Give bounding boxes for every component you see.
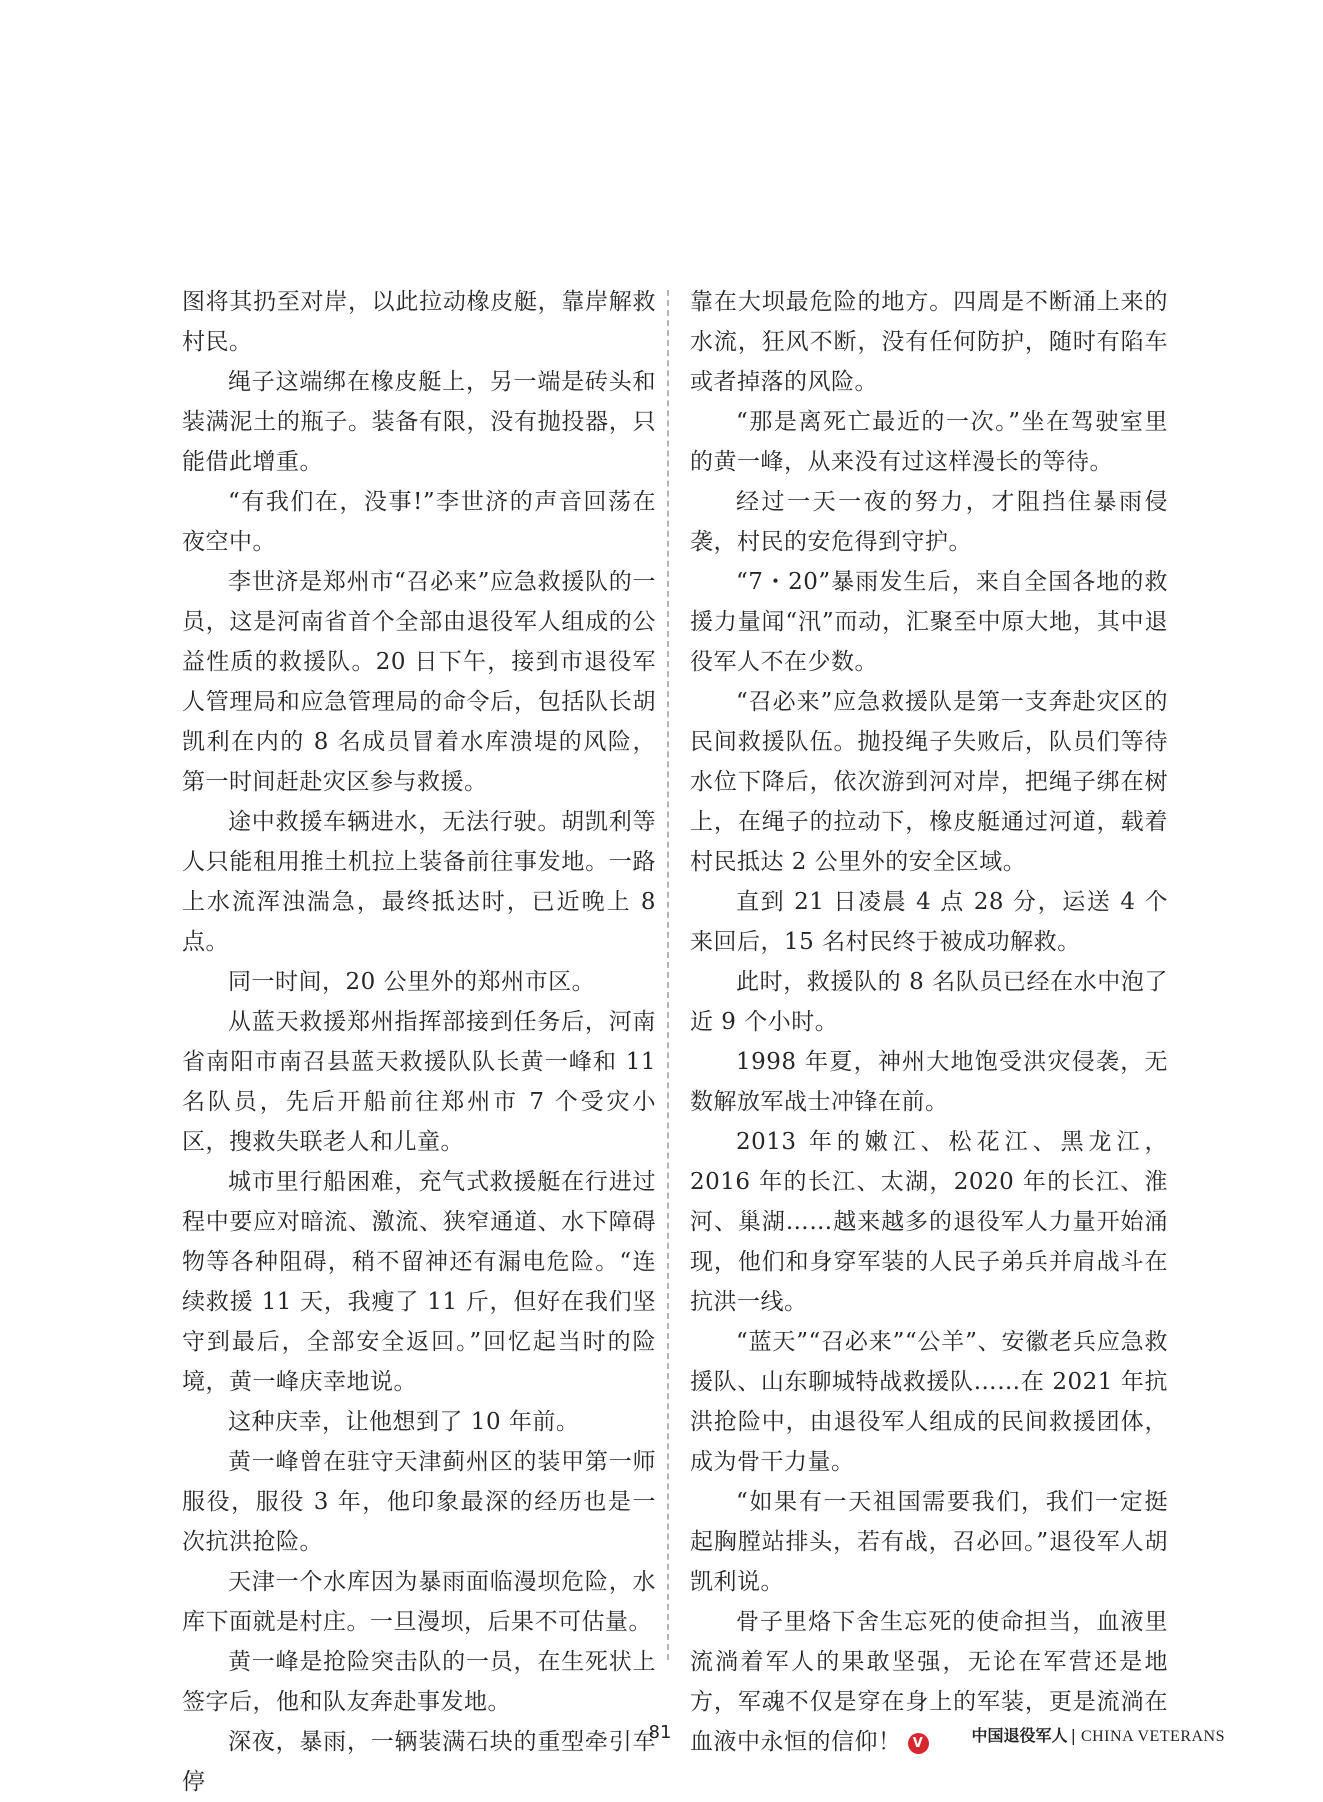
- paragraph-text: 这种庆幸，让他想到了 10 年前。: [228, 1409, 580, 1435]
- article-paragraph: [182, 1162, 656, 1402]
- article-paragraph: [182, 1642, 656, 1722]
- paragraph-text: 黄一峰曾在驻守天津蓟州区的装甲第一师服役，服役 3 年，他印象最深的经历也是一次抗洪抢险。: [182, 1449, 656, 1555]
- left-column: [182, 282, 656, 1802]
- article-paragraph: [690, 962, 1168, 1042]
- article-paragraph: [690, 562, 1168, 682]
- article-paragraph: [182, 1562, 656, 1642]
- end-mark-icon: V: [908, 1733, 929, 1754]
- article-paragraph: [182, 1402, 656, 1442]
- article-paragraph: [182, 282, 656, 362]
- paragraph-text: 城市里行船困难，充气式救援艇在行进过程中要应对暗流、激流、狭窄通道、水下障碍物等各种阻碍，稍不留神还有漏电危险。“连续救援 11 天，我瘦了 11 斤，但好在我们坚守到最后，全部安全返回。”回忆起当时的险境，黄一峰庆幸地说。: [182, 1169, 656, 1395]
- article-paragraph: [690, 1482, 1168, 1602]
- paragraph-text: 图将其扔至对岸，以此拉动橡皮艇，靠岸解救村民。: [182, 289, 656, 355]
- article-paragraph: [690, 1122, 1168, 1322]
- paragraph-text: 李世济是郑州市“召必来”应急救援队的一员，这是河南省首个全部由退役军人组成的公益性质的救援队。20 日下午，接到市退役军人管理局和应急管理局的命令后，包括队长胡凯利在内的 8 名成员冒着水库溃堤的风险，第一时间赶赴灾区参与救援。: [182, 569, 656, 795]
- paragraph-text: “有我们在，没事!”李世济的声音回荡在夜空中。: [182, 489, 656, 555]
- paragraph-text: 深夜，暴雨，一辆装满石块的重型牵引车停: [182, 1729, 656, 1795]
- paragraph-text: “如果有一天祖国需要我们，我们一定挺起胸膛站排头，若有战，召必回。”退役军人胡凯利说。: [690, 1489, 1168, 1595]
- article-paragraph: [690, 1322, 1168, 1482]
- paragraph-text: 靠在大坝最危险的地方。四周是不断涌上来的水流，狂风不断，没有任何防护，随时有陷车或者掉落的风险。: [690, 289, 1168, 395]
- paragraph-text: 经过一天一夜的努力，才阻挡住暴雨侵袭，村民的安危得到守护。: [690, 489, 1168, 555]
- paragraph-text: 直到 21 日凌晨 4 点 28 分，运送 4 个来回后，15 名村民终于被成功解救。: [690, 889, 1168, 955]
- paragraph-text: 1998 年夏，神州大地饱受洪灾侵袭，无数解放军战士冲锋在前。: [690, 1049, 1168, 1115]
- article-paragraph: [690, 682, 1168, 882]
- paragraph-text: 天津一个水库因为暴雨面临漫坝危险，水库下面就是村庄。一旦漫坝，后果不可估量。: [182, 1569, 656, 1635]
- paragraph-text: 2013 年的嫩江、松花江、黑龙江，2016 年的长江、太湖，2020 年的长江、淮河、巢湖……越来越多的退役军人力量开始涌现，他们和身穿军装的人民子弟兵并肩战斗在抗洪一线。: [690, 1129, 1168, 1315]
- paragraph-text: 黄一峰是抢险突击队的一员，在生死状上签字后，他和队友奔赴事发地。: [182, 1649, 656, 1715]
- article-paragraph: [690, 482, 1168, 562]
- paragraph-text: “7・20”暴雨发生后，来自全国各地的救援力量闻“汛”而动，汇聚至中原大地，其中退役军人不在少数。: [690, 569, 1168, 675]
- brand-separator: |: [1070, 1726, 1076, 1745]
- paragraph-text: 绳子这端绑在橡皮艇上，另一端是砖头和装满泥土的瓶子。装备有限，没有抛投器，只能借此增重。: [182, 369, 656, 475]
- article-paragraph: [182, 962, 656, 1002]
- article-paragraph: [182, 1002, 656, 1162]
- article-paragraph: [690, 1042, 1168, 1122]
- column-divider: [667, 290, 669, 1660]
- right-column: [690, 282, 1168, 1762]
- article-paragraph: [690, 882, 1168, 962]
- article-paragraph: [182, 1442, 656, 1562]
- article-paragraph: [182, 562, 656, 802]
- paragraph-text: 同一时间，20 公里外的郑州市区。: [228, 969, 596, 995]
- brand-english: CHINA VETERANS: [1080, 1728, 1225, 1745]
- paragraph-text: “召必来”应急救援队是第一支奔赴灾区的民间救援队伍。抛投绳子失败后，队员们等待水位下降后，依次游到河对岸，把绳子绑在树上，在绳子的拉动下，橡皮艇通过河道，载着村民抵达 2 公里外的安全区域。: [690, 689, 1168, 875]
- article-paragraph: [182, 802, 656, 962]
- article-paragraph: [690, 282, 1168, 402]
- footer-brand: [972, 1723, 1225, 1746]
- article-paragraph: [182, 362, 656, 482]
- paragraph-text: 途中救援车辆进水，无法行驶。胡凯利等人只能租用推土机拉上装备前往事发地。一路上水流浑浊湍急，最终抵达时，已近晚上 8 点。: [182, 809, 656, 955]
- paragraph-text: “蓝天”“召必来”“公羊”、安徽老兵应急救援队、山东聊城特战救援队……在 2021 年抗洪抢险中，由退役军人组成的民间救援团体，成为骨干力量。: [690, 1329, 1168, 1475]
- page-number: 81: [648, 1722, 672, 1743]
- paragraph-text: “那是离死亡最近的一次。”坐在驾驶室里的黄一峰，从来没有过这样漫长的等待。: [690, 409, 1168, 475]
- paragraph-text: 从蓝天救援郑州指挥部接到任务后，河南省南阳市南召县蓝天救援队队长黄一峰和 11 名队员，先后开船前往郑州市 7 个受灾小区，搜救失联老人和儿童。: [182, 1009, 656, 1155]
- article-paragraph: [182, 1722, 656, 1802]
- brand-chinese: 中国退役军人: [971, 1726, 1068, 1745]
- paragraph-text: 此时，救援队的 8 名队员已经在水中泡了近 9 个小时。: [690, 969, 1168, 1035]
- article-paragraph: [182, 482, 656, 562]
- paragraph-text: 骨子里烙下舍生忘死的使命担当，血液里流淌着军人的果敢坚强，无论在军营还是地方，军魂不仅是穿在身上的军装，更是流淌在血液中永恒的信仰！: [690, 1609, 1168, 1755]
- article-paragraph: [690, 402, 1168, 482]
